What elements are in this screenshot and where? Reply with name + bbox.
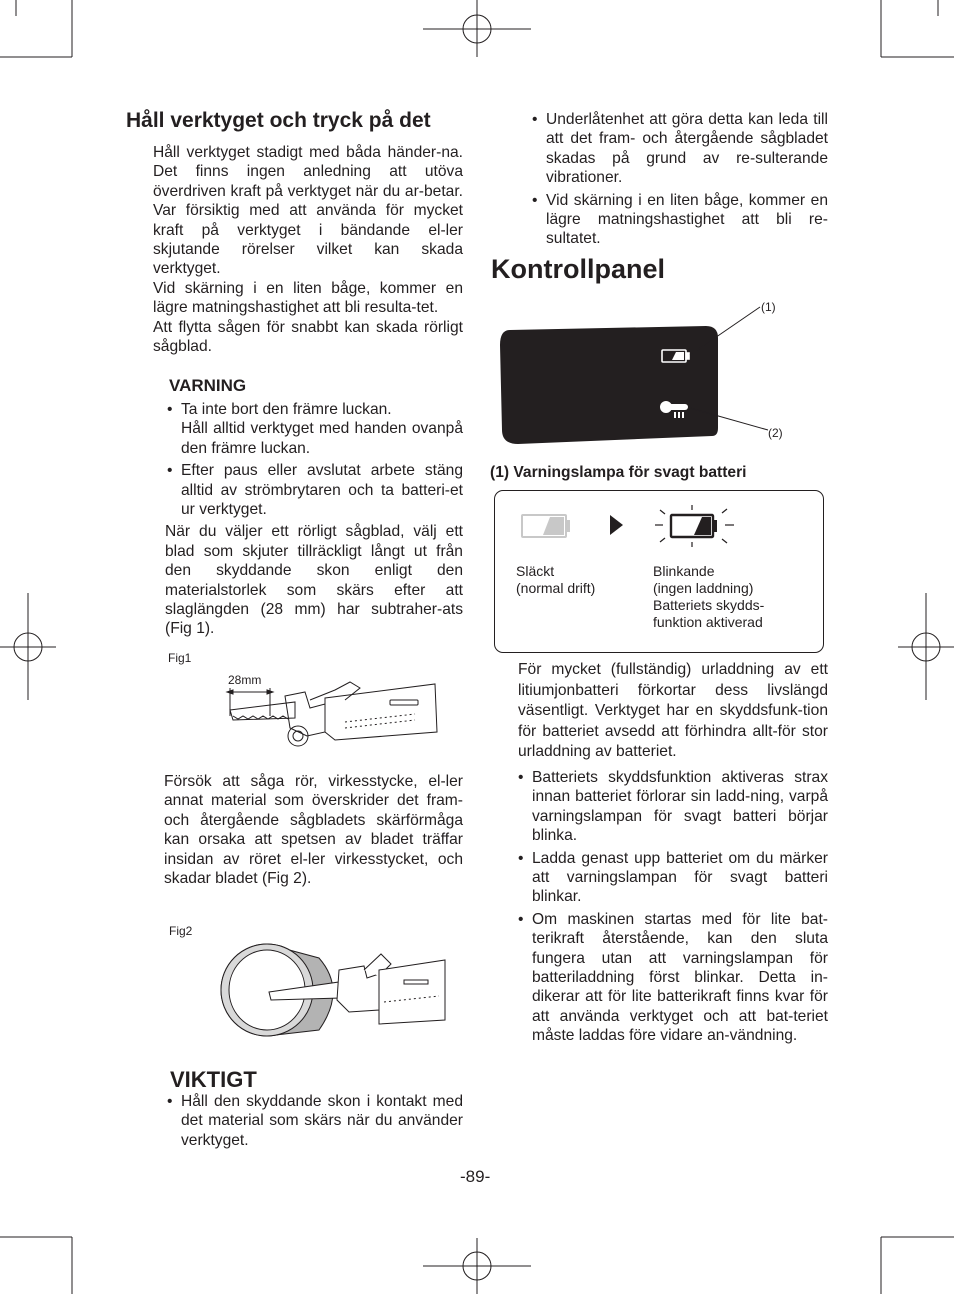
paragraph-discharge: För mycket (fullständig) urladdning av ett litiumjonbatteri förkortar dess livslängd väsentligt. Verktyget har en skyddsfunk-tion för batteriet avsedd att förhindra allt-för stor urladdning av batteriet. bbox=[518, 661, 828, 760]
bullet-low-power-start: • Om maskinen startas med för lite bat-terikraft återstående, kan den sluta fungera utan att varningslampan för batteriladdning först blinkar. Detta in-dikerar att för lite batterikraft finns kvar för att använda verktyget och att bat-teriet måste laddas före vidare an-vändning. bbox=[516, 910, 828, 1046]
battery-blinking-icon bbox=[655, 505, 734, 547]
state-blink-line2: (ingen laddning) bbox=[653, 580, 754, 596]
warning-title: VARNING bbox=[169, 376, 247, 395]
bullet-protection-activates: • Batteriets skyddsfunktion aktiveras strax innan batteriet förlorar sin ladd-ning, varpå varningslampan för svagt batteri börjar blinka. bbox=[516, 768, 828, 846]
warning-bullet-switch-off: • Efter paus eller avslutat arbete stäng alltid av strömbrytaren och ta batteri-et ur verktyget. bbox=[165, 461, 463, 519]
bullet-vibration-damage: • Underlåtenhet att göra detta kan leda till att det fram- och återgående sågbladet skadas på grund av re-sulterande vibrationer. bbox=[530, 110, 828, 188]
section-title: Håll verktyget och tryck på det bbox=[126, 109, 431, 132]
state-blink-line3: Batteriets skydds- bbox=[653, 597, 765, 613]
paragraph-hold-tool: Håll verktyget stadigt med båda händer-na. Det finns ingen anledning att utöva överdriven kraft på verktyget när du ar-betar. Var försiktig med att använda för mycket kraft på verktyget i bändande el-ler skjutande rörelser vilket kan skada verktyget. bbox=[153, 144, 463, 278]
control-panel-illustration bbox=[500, 300, 800, 450]
bullet-small-arc: • Vid skärning i en liten båge, kommer en lägre matningshastighet att bli re-sultatet. bbox=[530, 191, 828, 249]
paragraph-blade-selection: När du väljer ett rörligt sågblad, välj ett blad som skjuter tillräckligt långt ut från den skyddande skon enligt den materialstorlek som skärs efter att slaglängden (28 mm) har subtraher-ats (Fig 1). bbox=[165, 523, 463, 638]
warning-bullet-front-cover: • Ta inte bort den främre luckan. bbox=[165, 400, 463, 419]
battery-warning-subheading: (1) Varningslampa för svagt batteri bbox=[490, 464, 747, 481]
arrow-right-icon bbox=[610, 515, 623, 535]
fig2-pipe-illustration bbox=[219, 940, 447, 1040]
fig1-dimension-label: 28mm bbox=[228, 673, 262, 687]
control-panel-heading: Kontrollpanel bbox=[491, 254, 665, 284]
callout-1: (1) bbox=[761, 300, 776, 314]
important-bullet-shoe-contact: • Håll den skyddande skon i kontakt med det material som skärs när du använder verktyget. bbox=[165, 1092, 463, 1150]
callout-2: (2) bbox=[768, 426, 783, 440]
page-number: -89- bbox=[460, 1167, 491, 1186]
fig2-label: Fig2 bbox=[169, 924, 193, 938]
state-blink-line4: funktion aktiverad bbox=[653, 614, 763, 630]
battery-off-icon bbox=[522, 515, 570, 537]
paragraph-move-fast: Att flytta sågen för snabbt kan skada rörligt sågblad. bbox=[153, 318, 463, 356]
state-blink-line1: Blinkande bbox=[653, 563, 715, 579]
battery-state-icons bbox=[510, 505, 750, 555]
warning-bullet-front-cover-cont: Håll alltid verktyget med handen ovanpå den främre luckan. bbox=[181, 420, 463, 457]
fig1-label: Fig1 bbox=[168, 651, 192, 665]
paragraph-overcapacity: Försök att såga rör, virkesstycke, el-ler annat material som överskrider det fram- och återgående sågbladets skärförmåga kan orsaka att spetsen av bladet träffar insidan av röret el-ler virkesstycket, och skadar bladet (Fig 2). bbox=[164, 773, 463, 888]
paragraph-small-arc: Vid skärning i en liten båge, kommer en lägre matningshastighet att bli resulta-tet. bbox=[153, 279, 463, 317]
state-off-line1: Släckt bbox=[516, 563, 555, 579]
bullet-charge-battery: • Ladda genast upp batteriet om du märker att varningslampan för svagt batteri blinkar. bbox=[516, 849, 828, 907]
important-title: VIKTIGT bbox=[170, 1067, 257, 1092]
state-off-line2: (normal drift) bbox=[516, 580, 596, 596]
